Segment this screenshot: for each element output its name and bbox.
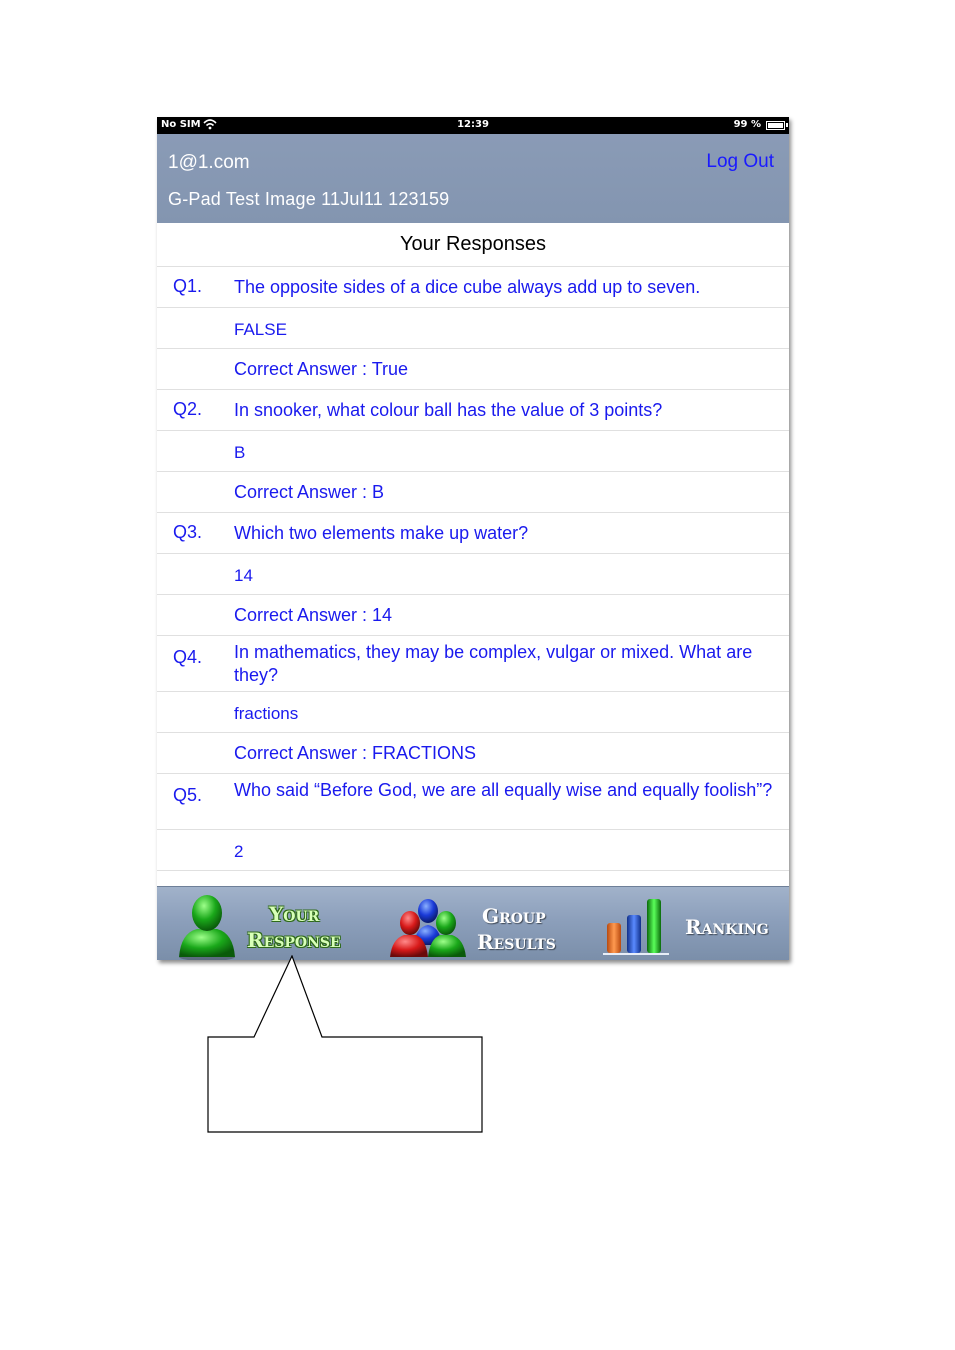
your-answer: fractions (234, 704, 299, 723)
question-text: In mathematics, they may be complex, vulgar or mixed. What are they? (234, 642, 753, 685)
tab-bar (157, 886, 789, 960)
question-row (157, 513, 789, 554)
your-answer: B (234, 443, 246, 462)
answer-row (157, 431, 789, 472)
bar-chart-icon (603, 897, 673, 960)
correct-answer-row (157, 472, 789, 513)
question-text: Which two elements make up water? (234, 523, 529, 543)
test-name: G-Pad Test Image 11Jul11 123159 (168, 189, 450, 209)
tab-your-response[interactable] (157, 887, 367, 960)
correct-answer: Correct Answer : FRACTIONS (234, 743, 477, 763)
carrier-label: No SIM (161, 119, 201, 130)
correct-answer-row (157, 733, 789, 774)
answer-row (157, 692, 789, 733)
correct-answer-row (157, 349, 789, 390)
status-time: 12:39 (457, 119, 489, 130)
tab-group-results[interactable] (382, 887, 582, 960)
tab-ranking[interactable] (597, 887, 789, 960)
question-text: The opposite sides of a dice cube always add up to seven. (234, 277, 701, 297)
battery-icon (766, 121, 785, 130)
user-email: 1@1.com (168, 152, 250, 173)
question-number: Q1. (173, 276, 203, 296)
question-number: Q2. (173, 399, 203, 419)
question-number: Q4. (173, 647, 203, 667)
answer-row (157, 830, 789, 871)
question-row (157, 390, 789, 431)
answer-row (157, 308, 789, 349)
list-title: Your Responses (157, 223, 789, 267)
group-icon (388, 893, 468, 960)
question-row (157, 774, 789, 830)
battery-tip (786, 123, 788, 127)
log-out-button[interactable]: Log Out (706, 151, 774, 172)
battery-percentage: 99 % (733, 119, 761, 130)
correct-answer: Correct Answer : B (234, 482, 385, 502)
tab-your-response-label: Your Response (247, 902, 341, 952)
correct-answer-row (157, 595, 789, 636)
question-row (157, 267, 789, 308)
app-header (157, 134, 789, 223)
correct-answer: Correct Answer : 14 (234, 605, 393, 625)
question-row (157, 636, 789, 692)
callout-box (207, 955, 483, 1133)
tab-ranking-label: Ranking (685, 915, 769, 939)
tab-group-results-label: Group Results (477, 904, 556, 954)
question-number: Q5. (173, 785, 203, 805)
your-answer: 2 (234, 842, 244, 861)
your-answer: FALSE (234, 320, 287, 339)
answer-row (157, 554, 789, 595)
ipad-screen (157, 117, 789, 960)
responses-list[interactable] (157, 223, 789, 886)
your-answer: 14 (234, 566, 253, 585)
question-number: Q3. (173, 522, 203, 542)
person-icon (175, 893, 239, 960)
question-text: In snooker, what colour ball has the value of 3 points? (234, 400, 663, 420)
status-bar (157, 117, 789, 134)
correct-answer: Correct Answer : True (234, 359, 409, 379)
question-text: Who said “Before God, we are all equally wise and equally foolish”? (234, 780, 773, 800)
